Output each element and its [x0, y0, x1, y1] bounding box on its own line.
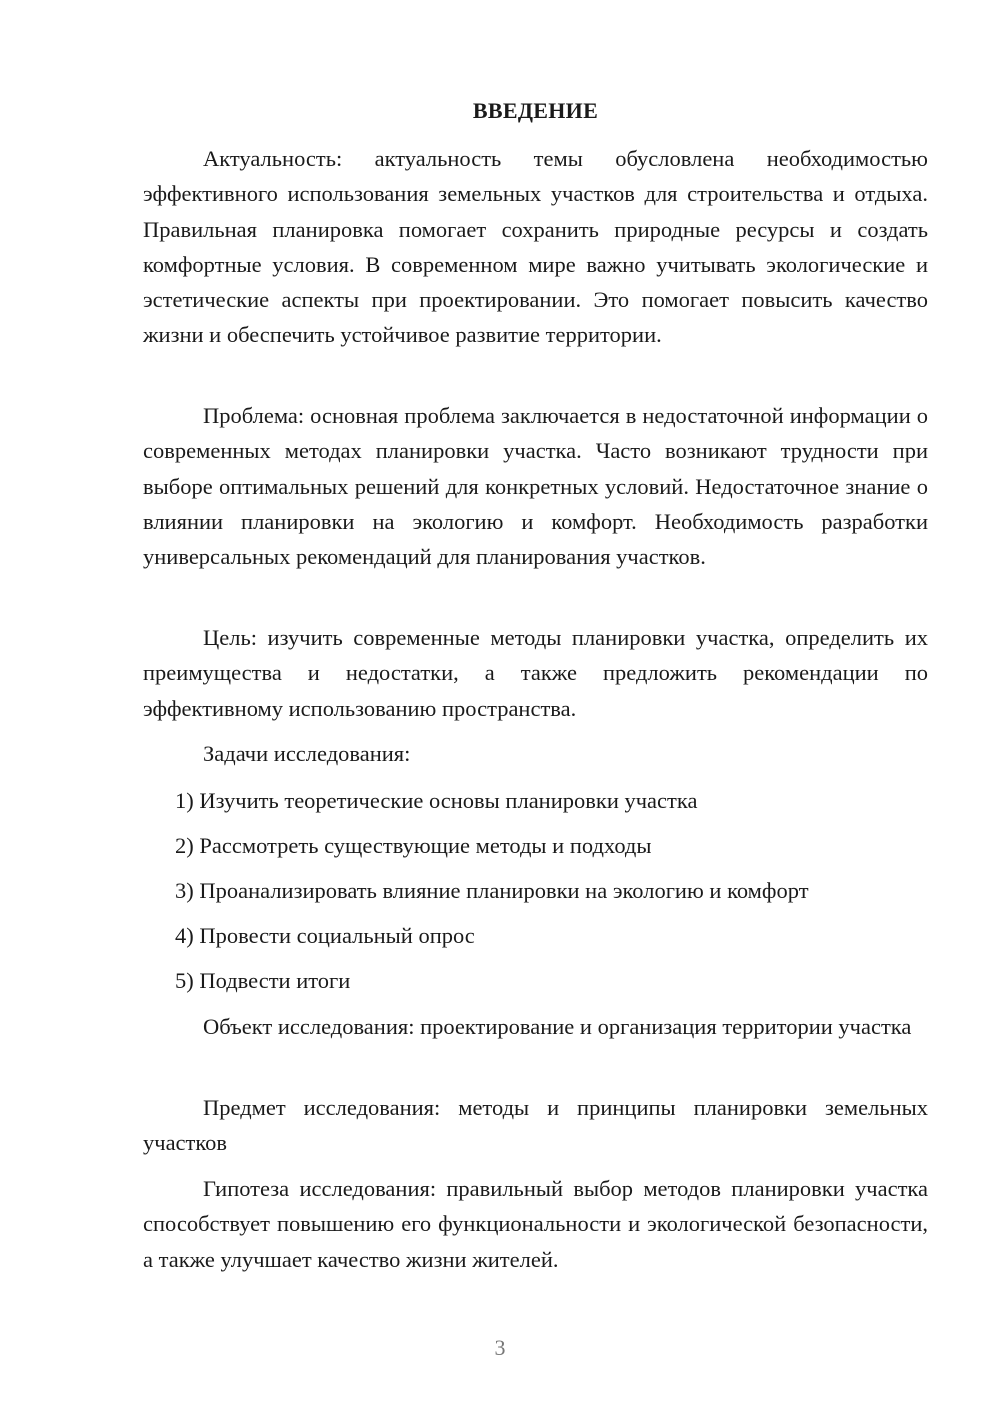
page-number: 3 — [494, 1335, 506, 1360]
relevance-paragraph: Актуальность: актуальность темы обусловлена необходимостью эффективного использования земельных участков для строительства и отдыха. Правильная планировка помогает сохранить природные ресурсы и создать комфортные условия. В современном мире важно учитывать экологические и эстетические аспекты при проектировании. Это помогает повысить качество жизни и обеспечить устойчивое развитие территории. — [143, 146, 928, 348]
problem-paragraph: Проблема: основная проблема заключается в недостаточной информации о современных методах планировки участка. Часто возникают трудности при выборе оптимальных решений для конкретных условий. Недостаточное знание о влиянии планировки на экологию и комфорт. Необходимость разработки универсальных рекомендаций для планирования участков. — [143, 403, 928, 570]
subject-paragraph: Предмет исследования: методы и принципы планировки земельных участков — [143, 1095, 928, 1156]
page-title: ВВЕДЕНИЕ — [472, 98, 599, 123]
task-item: 2) Рассмотреть существующие методы и подходы — [175, 833, 652, 858]
object-paragraph: Объект исследования: проектирование и организация территории участка — [203, 1014, 912, 1039]
goal-paragraph: Цель: изучить современные методы планировки участка, определить их преимущества и недостатки, а также предложить рекомендации по эффективному использованию пространства. — [143, 625, 928, 721]
task-item: 3) Проанализировать влияние планировки на экологию и комфорт — [175, 878, 809, 903]
task-item: 1) Изучить теоретические основы планировки участка — [175, 788, 698, 813]
hypothesis-paragraph: Гипотеза исследования: правильный выбор методов планировки участка способствует повышению его функциональности и экологической безопасности, а также улучшает качество жизни жителей. — [143, 1176, 928, 1272]
tasks-heading: Задачи исследования: — [203, 741, 411, 766]
task-item: 5) Подвести итоги — [175, 968, 351, 993]
task-item: 4) Провести социальный опрос — [175, 923, 475, 948]
